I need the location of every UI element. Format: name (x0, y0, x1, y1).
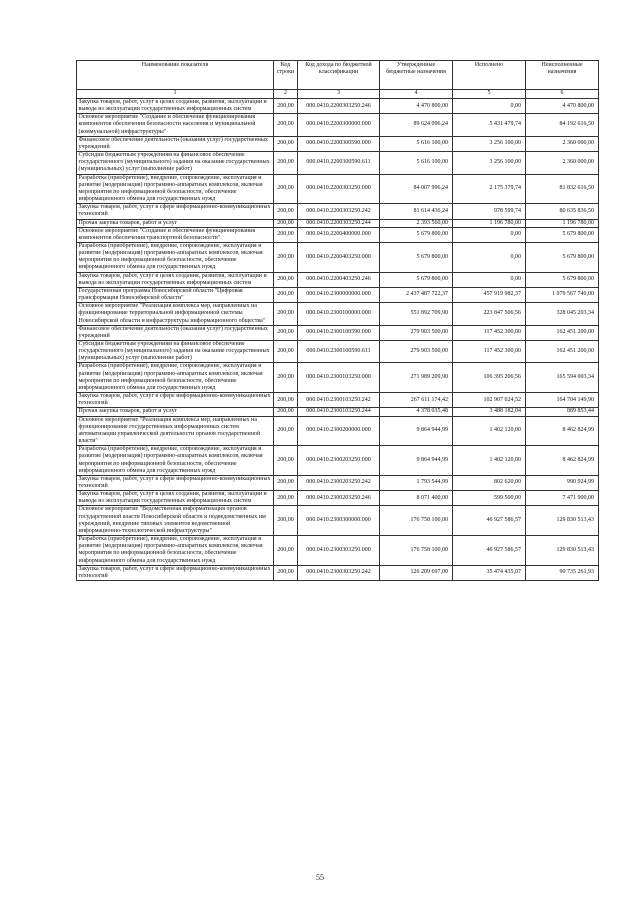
line-code-cell: 200,00 (274, 393, 298, 408)
line-code-cell: 200,00 (274, 99, 298, 114)
budget-code-cell: 000.0410.2300200000.000 (298, 416, 380, 446)
executed-amount-cell: 46 927 586,57 (453, 536, 526, 566)
header-approved-budget: Утвержденные бюджетные назначения (380, 61, 453, 90)
line-code-cell: 200,00 (274, 174, 298, 204)
approved-amount-cell: 5 616 100,00 (380, 152, 453, 174)
indicator-name-cell: Разработка (приобретение), внедрение, сопровождение, эксплуатация и развитие (модернизация) программно-аппаратных комплексов, включая мероприятия по информационной безопасности, обеспечение информационного обмена для государственных нужд (77, 363, 274, 393)
budget-code-cell: 000.0410.2200303250.244 (298, 219, 380, 227)
budget-code-cell: 000.0410.2300203250.242 (298, 475, 380, 490)
budget-code-cell: 000.0410.2200300000.000 (298, 114, 380, 136)
column-number: 3 (298, 90, 380, 99)
indicator-name-cell: Разработка (приобретение), внедрение, сопровождение, эксплуатация и развитие (модернизация) программно-аппаратных комплексов, включая мероприятия по информационной безопасности, обеспечение информационного обмена для государственных нужд (77, 536, 274, 566)
line-code-cell: 200,00 (274, 506, 298, 536)
budget-code-cell: 000.0410.2300103250.000 (298, 363, 380, 393)
line-code-cell: 200,00 (274, 491, 298, 506)
table-row (77, 341, 599, 363)
approved-amount-cell: 279 903 500,00 (380, 325, 453, 340)
column-number: 1 (77, 90, 274, 99)
budget-code-cell: 000.0410.2200400000.000 (298, 227, 380, 242)
table-row (77, 204, 599, 219)
line-code-cell: 200,00 (274, 227, 298, 242)
executed-amount-cell: 457 919 982,37 (453, 287, 526, 302)
budget-code-cell: 000.0410.2300100590.611 (298, 341, 380, 363)
budget-code-cell: 000.0410.2300100000.000 (298, 303, 380, 325)
indicator-name-cell: Финансовое обеспечение деятельности (оказания услуг) государственных учреждений (77, 136, 274, 151)
executed-amount-cell: 1 402 120,00 (453, 416, 526, 446)
indicator-name-cell: Основное мероприятие "Реализация комплекса мер, направленных на функционирование территориальной информационной системы Новосибирской области и инфраструктуры информационного общества" (77, 303, 274, 325)
remaining-amount-cell: 5 679 800,00 (526, 242, 599, 272)
indicator-name-cell: Основное мероприятие "Создание и обеспечение функционирования компонентов обеспечения безопасности населения и муниципальной (коммунальной) инфраструктуры" (77, 114, 274, 136)
remaining-amount-cell: 80 635 836,50 (526, 204, 599, 219)
approved-amount-cell: 551 892 709,90 (380, 303, 453, 325)
budget-code-cell: 000.0410.2200303250.246 (298, 99, 380, 114)
column-number: 5 (453, 90, 526, 99)
budget-code-cell: 000.0410.2300303250.242 (298, 565, 380, 580)
remaining-amount-cell: 5 679 800,00 (526, 272, 599, 287)
indicator-name-cell: Государственная программа Новосибирской области "Цифровая трансформация Новосибирской области" (77, 287, 274, 302)
line-code-cell: 200,00 (274, 287, 298, 302)
approved-amount-cell: 4 378 035,48 (380, 408, 453, 416)
indicator-name-cell: Разработка (приобретение), внедрение, сопровождение, эксплуатация и развитие (модернизация) программно-аппаратных комплексов, включая мероприятия по информационной безопасности, обеспечение информационного обмена для государственных нужд (77, 446, 274, 476)
table-row (77, 536, 599, 566)
executed-amount-cell: 3 256 100,00 (453, 152, 526, 174)
line-code-cell: 200,00 (274, 416, 298, 446)
line-code-cell: 200,00 (274, 446, 298, 476)
indicator-name-cell: Основное мероприятие "Реализация комплекса мер, направленных на функционирование государственных информационных систем автоматизации управленческой деятельности органов государственной власти" (77, 416, 274, 446)
approved-amount-cell: 9 864 944,99 (380, 446, 453, 476)
indicator-name-cell: Основное мероприятие "Ведомственная информатизация органов государственной власти Новосибирской области и подведомственных им учреждений, внедрение типовых элементов ведомственной информационно-технологической инфраструктуры" (77, 506, 274, 536)
executed-amount-cell: 1 402 120,00 (453, 446, 526, 476)
indicator-name-cell: Разработка (приобретение), внедрение, сопровождение, эксплуатация и развитие (модернизация) программно-аппаратных комплексов, включая мероприятия по информационной безопасности, обеспечение информационного обмена для государственных нужд (77, 242, 274, 272)
budget-code-cell: 000.0410.2300103250.242 (298, 393, 380, 408)
approved-amount-cell: 9 864 944,99 (380, 416, 453, 446)
table-row (77, 219, 599, 227)
indicator-name-cell: Закупка товаров, работ, услуг в целях создания, развития, эксплуатации и вывода из эксплуатации государственных информационных систем (77, 99, 274, 114)
approved-amount-cell: 267 611 174,42 (380, 393, 453, 408)
table-row (77, 446, 599, 476)
table-row (77, 416, 599, 446)
executed-amount-cell: 223 847 506,56 (453, 303, 526, 325)
budget-code-cell: 000.0410.2300203250.000 (298, 446, 380, 476)
remaining-amount-cell: 8 462 824,99 (526, 416, 599, 446)
budget-code-cell: 000.0410.2300303250.000 (298, 536, 380, 566)
line-code-cell: 200,00 (274, 303, 298, 325)
approved-amount-cell: 81 614 436,24 (380, 204, 453, 219)
budget-code-cell: 000.0410.2200303250.000 (298, 174, 380, 204)
header-line-code: Код строки (274, 61, 298, 90)
budget-code-cell: 000.0410.2300103250.244 (298, 408, 380, 416)
remaining-amount-cell: 4 470 800,00 (526, 99, 599, 114)
approved-amount-cell: 2 393 560,00 (380, 219, 453, 227)
table-row (77, 287, 599, 302)
table-row (77, 506, 599, 536)
remaining-amount-cell: 1 196 780,00 (526, 219, 599, 227)
budget-code-cell: 000.0410.2300100590.000 (298, 325, 380, 340)
indicator-name-cell: Закупка товаров, работ, услуг в сфере информационно-коммуникационных технологий (77, 393, 274, 408)
table-row (77, 272, 599, 287)
approved-amount-cell: 5 679 800,00 (380, 242, 453, 272)
approved-amount-cell: 4 470 800,00 (380, 99, 453, 114)
remaining-amount-cell: 129 830 513,43 (526, 506, 599, 536)
executed-amount-cell: 0,00 (453, 99, 526, 114)
table-row (77, 393, 599, 408)
table-row (77, 475, 599, 490)
remaining-amount-cell: 162 451 200,00 (526, 325, 599, 340)
approved-amount-cell: 1 793 544,99 (380, 475, 453, 490)
budget-code-cell: 000.0410.2200300590.611 (298, 152, 380, 174)
budget-code-cell: 000.0410.2200300590.000 (298, 136, 380, 151)
table-row (77, 325, 599, 340)
table-row (77, 408, 599, 416)
line-code-cell: 200,00 (274, 219, 298, 227)
executed-amount-cell: 106 395 206,56 (453, 363, 526, 393)
executed-amount-cell: 5 431 479,74 (453, 114, 526, 136)
header-executed: Исполнено (453, 61, 526, 90)
line-code-cell: 200,00 (274, 475, 298, 490)
executed-amount-cell: 3 488 182,04 (453, 408, 526, 416)
column-number: 2 (274, 90, 298, 99)
remaining-amount-cell: 328 045 203,34 (526, 303, 599, 325)
approved-amount-cell: 89 624 096,24 (380, 114, 453, 136)
budget-code-cell: 000.0410.2300203250.246 (298, 491, 380, 506)
column-number: 4 (380, 90, 453, 99)
executed-amount-cell: 35 474 435,07 (453, 565, 526, 580)
table-row (77, 114, 599, 136)
budget-code-cell: 000.0410.2200303250.242 (298, 204, 380, 219)
remaining-amount-cell: 81 832 616,50 (526, 174, 599, 204)
indicator-name-cell: Основное мероприятие "Создание и обеспечение функционирования компонентов обеспечения транспортной безопасности" (77, 227, 274, 242)
line-code-cell: 200,00 (274, 363, 298, 393)
indicator-name-cell: Прочая закупка товаров, работ и услуг (77, 408, 274, 416)
approved-amount-cell: 2 437 487 722,37 (380, 287, 453, 302)
executed-amount-cell: 117 452 300,00 (453, 341, 526, 363)
indicator-name-cell: Субсидии бюджетным учреждениям на финансовое обеспечение государственного (муниципального) задания на оказание государственных (муниципальных) услуг (выполнение работ) (77, 341, 274, 363)
approved-amount-cell: 176 758 100,00 (380, 536, 453, 566)
indicator-name-cell: Разработка (приобретение), внедрение, сопровождение, эксплуатация и развитие (модернизация) программно-аппаратных комплексов, включая мероприятия по информационной безопасности, обеспечение информационного обмена для государственных нужд (77, 174, 274, 204)
approved-amount-cell: 176 758 100,00 (380, 506, 453, 536)
indicator-name-cell: Закупка товаров, работ, услуг в целях создания, развития, эксплуатации и вывода из эксплуатации государственных информационных систем (77, 272, 274, 287)
executed-amount-cell: 102 907 024,52 (453, 393, 526, 408)
line-code-cell: 200,00 (274, 136, 298, 151)
line-code-cell: 200,00 (274, 325, 298, 340)
table-row (77, 303, 599, 325)
approved-amount-cell: 279 903 500,00 (380, 341, 453, 363)
table-row (77, 242, 599, 272)
column-number: 6 (526, 90, 599, 99)
approved-amount-cell: 126 209 697,00 (380, 565, 453, 580)
line-code-cell: 200,00 (274, 152, 298, 174)
indicator-name-cell: Закупка товаров, работ, услуг в целях создания, развития, эксплуатации и вывода из эксплуатации государственных информационных систем (77, 491, 274, 506)
approved-amount-cell: 84 007 996,24 (380, 174, 453, 204)
indicator-name-cell: Субсидии бюджетным учреждениям на финансовое обеспечение государственного (муниципального) задания на оказание государственных (муниципальных) услуг (выполнение работ) (77, 152, 274, 174)
remaining-amount-cell: 84 192 616,50 (526, 114, 599, 136)
header-indicator-name: Наименование показателя (77, 61, 274, 90)
table-row (77, 174, 599, 204)
executed-amount-cell: 599 500,00 (453, 491, 526, 506)
line-code-cell: 200,00 (274, 341, 298, 363)
remaining-amount-cell: 889 853,44 (526, 408, 599, 416)
line-code-cell: 200,00 (274, 272, 298, 287)
remaining-amount-cell: 7 471 900,00 (526, 491, 599, 506)
remaining-amount-cell: 5 679 800,00 (526, 227, 599, 242)
remaining-amount-cell: 129 830 513,43 (526, 536, 599, 566)
budget-code-cell: 000.0410.2300300000.000 (298, 506, 380, 536)
column-number-row (77, 90, 599, 99)
approved-amount-cell: 5 679 800,00 (380, 227, 453, 242)
executed-amount-cell: 0,00 (453, 272, 526, 287)
executed-amount-cell: 802 620,00 (453, 475, 526, 490)
header-budget-classification-code: Код дохода по бюджетной классификации (298, 61, 380, 90)
table-row (77, 565, 599, 580)
approved-amount-cell: 271 989 209,90 (380, 363, 453, 393)
executed-amount-cell: 1 196 780,00 (453, 219, 526, 227)
remaining-amount-cell: 990 924,99 (526, 475, 599, 490)
line-code-cell: 200,00 (274, 242, 298, 272)
indicator-name-cell: Закупка товаров, работ, услуг в сфере информационно-коммуникационных технологий (77, 475, 274, 490)
executed-amount-cell: 0,00 (453, 227, 526, 242)
indicator-name-cell: Закупка товаров, работ, услуг в сфере информационно-коммуникационных технологий (77, 204, 274, 219)
table-row (77, 136, 599, 151)
approved-amount-cell: 5 679 800,00 (380, 272, 453, 287)
table-row (77, 99, 599, 114)
table-row (77, 491, 599, 506)
table-body (77, 99, 599, 581)
header-unexecuted: Неисполненные назначения (526, 61, 599, 90)
budget-execution-table (76, 60, 599, 581)
table-row (77, 227, 599, 242)
executed-amount-cell: 117 452 300,00 (453, 325, 526, 340)
remaining-amount-cell: 2 360 000,00 (526, 152, 599, 174)
budget-code-cell: 000.0410.2300000000.000 (298, 287, 380, 302)
executed-amount-cell: 0,00 (453, 242, 526, 272)
remaining-amount-cell: 164 704 149,90 (526, 393, 599, 408)
line-code-cell: 200,00 (274, 536, 298, 566)
executed-amount-cell: 2 175 379,74 (453, 174, 526, 204)
page-number: 55 (316, 873, 324, 882)
executed-amount-cell: 978 599,74 (453, 204, 526, 219)
table-row (77, 363, 599, 393)
line-code-cell: 200,00 (274, 408, 298, 416)
table-row (77, 152, 599, 174)
budget-code-cell: 000.0410.2200403250.246 (298, 272, 380, 287)
budget-code-cell: 000.0410.2200403250.000 (298, 242, 380, 272)
remaining-amount-cell: 165 594 003,34 (526, 363, 599, 393)
remaining-amount-cell: 1 979 567 740,00 (526, 287, 599, 302)
indicator-name-cell: Финансовое обеспечение деятельности (оказания услуг) государственных учреждений (77, 325, 274, 340)
executed-amount-cell: 46 927 586,57 (453, 506, 526, 536)
remaining-amount-cell: 90 735 261,93 (526, 565, 599, 580)
approved-amount-cell: 5 616 100,00 (380, 136, 453, 151)
approved-amount-cell: 8 071 400,00 (380, 491, 453, 506)
executed-amount-cell: 3 256 100,00 (453, 136, 526, 151)
indicator-name-cell: Закупка товаров, работ, услуг в сфере информационно-коммуникационных технологий (77, 565, 274, 580)
remaining-amount-cell: 162 451 200,00 (526, 341, 599, 363)
indicator-name-cell: Прочая закупка товаров, работ и услуг (77, 219, 274, 227)
line-code-cell: 200,00 (274, 204, 298, 219)
remaining-amount-cell: 8 462 824,99 (526, 446, 599, 476)
line-code-cell: 200,00 (274, 114, 298, 136)
line-code-cell: 200,00 (274, 565, 298, 580)
table-header-row (77, 61, 599, 90)
remaining-amount-cell: 2 360 000,00 (526, 136, 599, 151)
